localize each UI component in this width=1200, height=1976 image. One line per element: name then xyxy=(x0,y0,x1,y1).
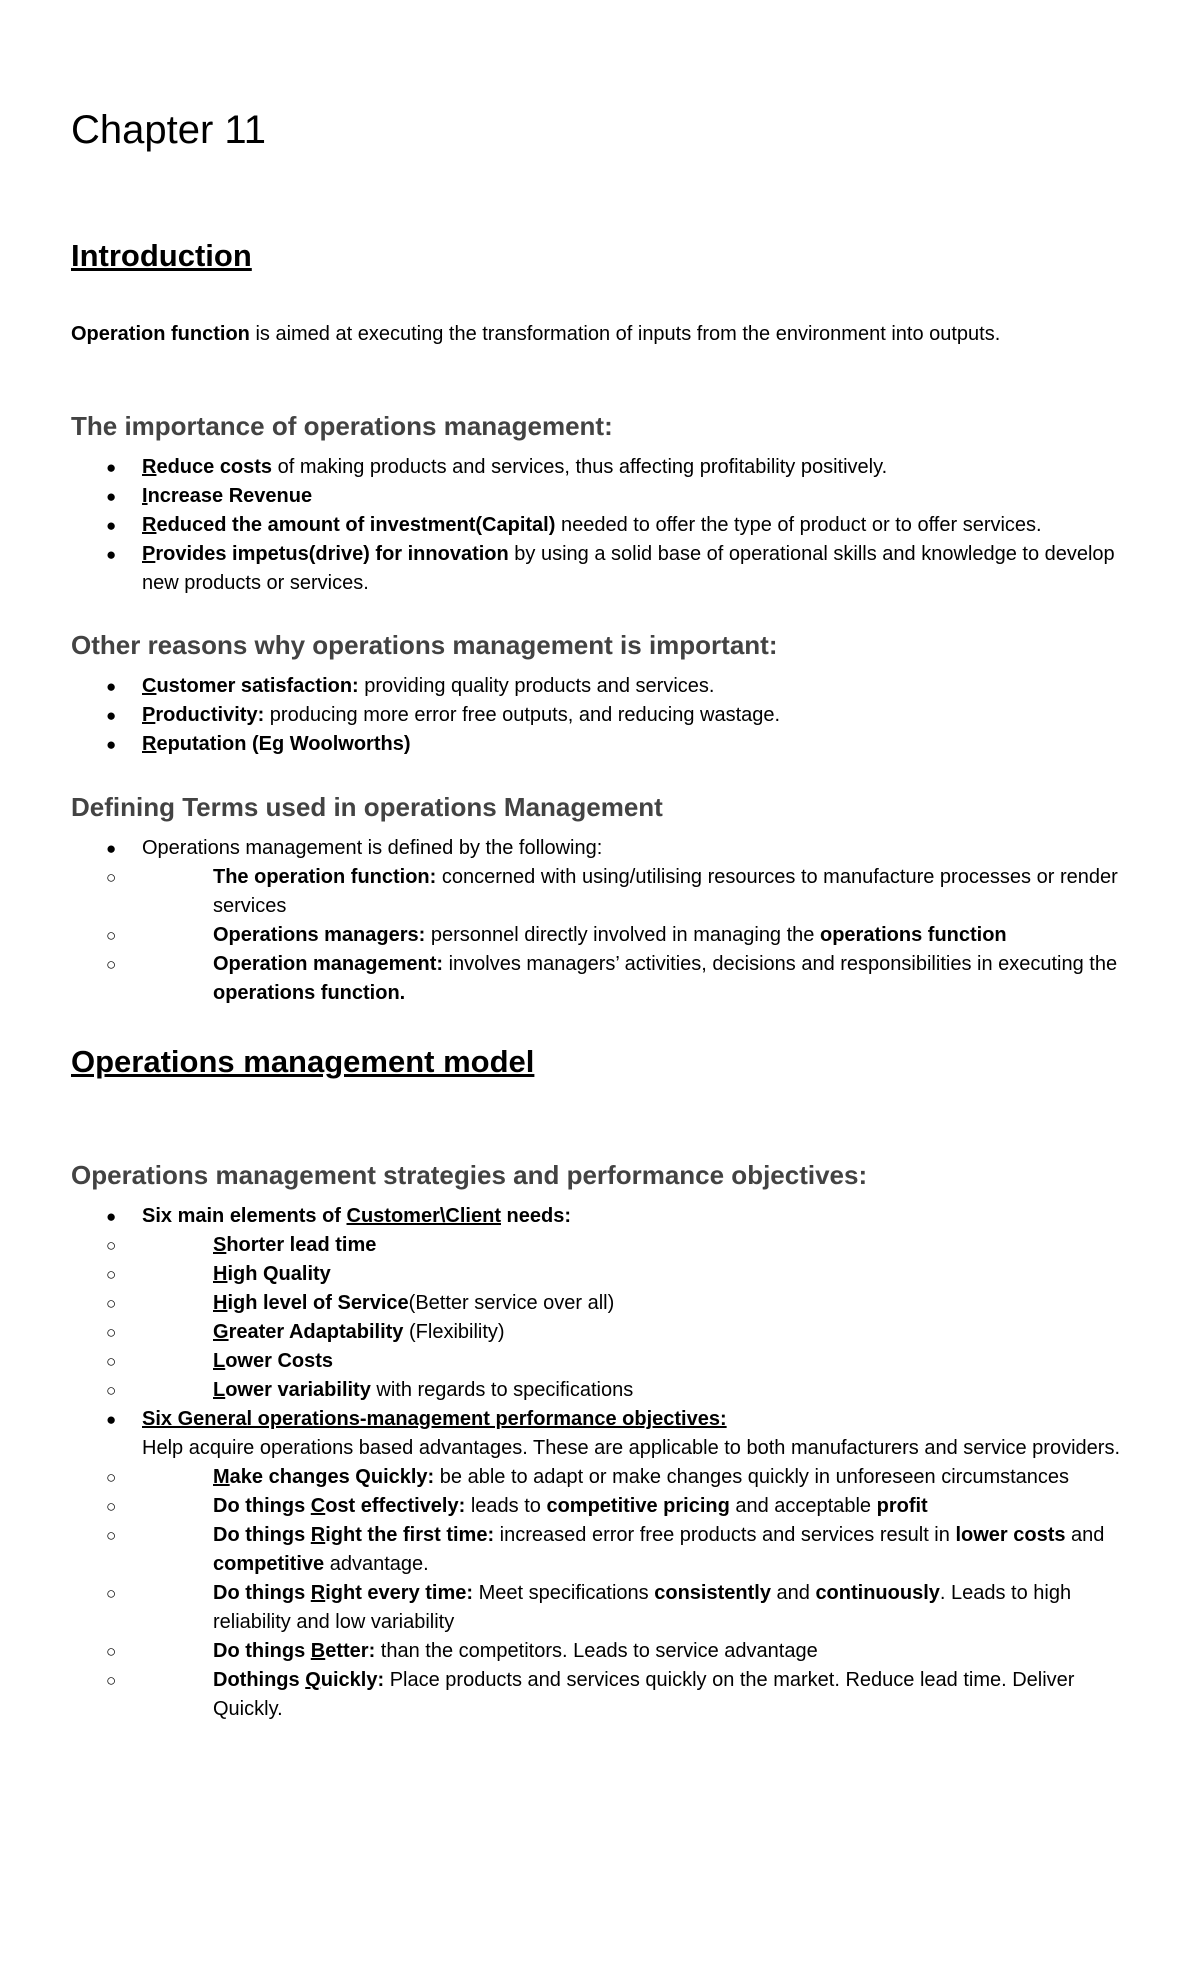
list-item: ○ Operation management: involves managers’ activities, decisions and responsibilities in executing the operations function. xyxy=(71,950,1131,1008)
introduction-heading: Introduction xyxy=(71,238,252,273)
list-item: ○ The operation function: concerned with using/utilising resources to manufacture processes or render services xyxy=(71,863,1131,921)
list-item: ● Reduced the amount of investment(Capital) needed to offer the type of product or to offer services. xyxy=(71,511,1131,540)
list-item: ● Customer satisfaction: providing quality products and services. xyxy=(71,672,1131,701)
importance-list xyxy=(71,453,1131,598)
list-item: ● Provides impetus(drive) for innovation by using a solid base of operational skills and knowledge to develop new products or services. xyxy=(71,540,1131,598)
list-item: ○ High Quality xyxy=(71,1260,1131,1289)
list-item: ○ Do things Right the first time: increased error free products and services result in lower costs and competitive advantage. xyxy=(71,1521,1131,1579)
list-item: ○ Dothings Quickly: Place products and services quickly on the market. Reduce lead time. Deliver Quickly. xyxy=(71,1666,1131,1724)
strategies-heading: Operations management strategies and performance objectives: xyxy=(71,1160,868,1190)
objectives-description: Help acquire operations based advantages. These are applicable to both manufacturers and service providers. xyxy=(142,1437,1120,1459)
model-heading: Operations management model xyxy=(71,1044,535,1079)
chapter-title: Chapter 11 xyxy=(71,108,266,152)
objectives-sublist xyxy=(71,1463,1131,1724)
list-item: ● Six General operations-management performance objectives: Help acquire operations based advantages. These are applicable to both manufacturers and service providers. ○ Make changes Quickly: be able to adapt or make changes quickly in unforeseen circumstances ○ Do things Cost effectively: leads to competitive pricing and acceptable profit ○ Do things Right the first time: increased error free products and services result in lower costs and competitive advantage. ○ Do things Right every time: Meet specifications consistently and continuously. Leads to high reliability and low variability ○ Do things Better: than the competitors. Leads to service advantage ○ Dothings Quickly: Place products and services quickly on the market. Reduce lead time. Deliver Quickly. xyxy=(71,1405,1131,1724)
intro-term: Operation function xyxy=(71,323,250,345)
list-item: ● Six main elements of Customer\Client needs: ○ Shorter lead time ○ High Quality ○ High level of Service(Better service over all) ○ Greater Adaptability (Flexibility) ○ Lower Costs ○ Lower variability with regards to specifications xyxy=(71,1202,1131,1405)
list-item: ○ Do things Better: than the competitors. Leads to service advantage xyxy=(71,1637,1131,1666)
defining-heading: Defining Terms used in operations Management xyxy=(71,792,663,822)
list-item: ○ Operations managers: personnel directly involved in managing the operations function xyxy=(71,921,1131,950)
list-item: ○ Greater Adaptability (Flexibility) xyxy=(71,1318,1131,1347)
strategies-list xyxy=(71,1202,1131,1724)
list-item: ○ Do things Right every time: Meet specifications consistently and continuously. Leads to high reliability and low variability xyxy=(71,1579,1131,1637)
importance-heading: The importance of operations management: xyxy=(71,411,613,441)
other-reasons-heading: Other reasons why operations management is important: xyxy=(71,630,778,660)
needs-sublist xyxy=(71,1231,1131,1405)
list-item: ● Productivity: producing more error free outputs, and reducing wastage. xyxy=(71,701,1131,730)
defining-list xyxy=(71,834,1131,1008)
intro-paragraph xyxy=(71,320,1131,349)
list-item: ● Reduce costs of making products and services, thus affecting profitability positively. xyxy=(71,453,1131,482)
list-item: ○ Shorter lead time xyxy=(71,1231,1131,1260)
list-item: ○ Lower Costs xyxy=(71,1347,1131,1376)
list-item: ○ High level of Service(Better service over all) xyxy=(71,1289,1131,1318)
list-item: ● Operations management is defined by the following: ○ The operation function: concerned with using/utilising resources to manufacture processes or render services ○ Operations managers: personnel directly involved in managing the operations function ○ Operation management: involves managers’ activities, decisions and responsibilities in executing the operations function. xyxy=(71,834,1131,1008)
list-item: ● Reputation (Eg Woolworths) xyxy=(71,730,1131,759)
intro-text: is aimed at executing the transformation of inputs from the environment into outputs. xyxy=(249,323,1001,345)
list-item: ○ Do things Cost effectively: leads to competitive pricing and acceptable profit xyxy=(71,1492,1131,1521)
defining-sublist xyxy=(71,863,1131,1008)
list-item: ○ Make changes Quickly: be able to adapt or make changes quickly in unforeseen circumstances xyxy=(71,1463,1131,1492)
list-item: ● Increase Revenue xyxy=(71,482,1131,511)
list-item: ○ Lower variability with regards to specifications xyxy=(71,1376,1131,1405)
other-reasons-list xyxy=(71,672,1131,759)
